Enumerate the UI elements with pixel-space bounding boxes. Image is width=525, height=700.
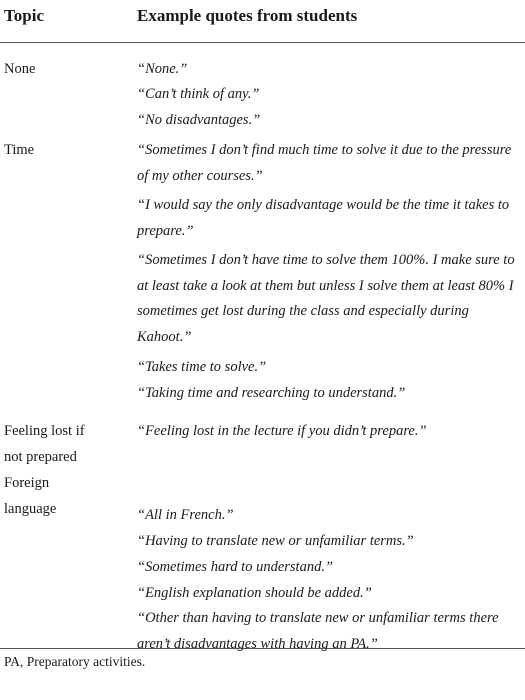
quote-time-2: “I would say the only disadvantage would be the time it takes to prepare.” (137, 197, 510, 239)
header-quotes: Example quotes from students (137, 6, 358, 25)
quote-foreign-3: “Sometimes hard to understand.” (137, 559, 334, 575)
topic-foreign-line2: language (4, 501, 57, 517)
quote-foreign-1: “All in French.” (137, 507, 234, 523)
quote-foreign-4: “English explanation should be added.” (137, 585, 372, 601)
quote-time-5: “Taking time and researching to understand.” (137, 385, 406, 401)
table-footnote: PA, Preparatory activities. (4, 654, 146, 669)
table-body (0, 43, 525, 652)
quote-none-1: “None.” (137, 61, 188, 77)
quote-time-1: “Sometimes I don’t find much time to solve it due to the pressure of my other courses.” (137, 142, 512, 184)
quote-foreign-2: “Having to translate new or unfamiliar terms.” (137, 533, 414, 549)
topic-time: Time (4, 142, 35, 158)
quote-time-4: “Takes time to solve.” (137, 359, 267, 375)
topic-none: None (4, 61, 36, 77)
topic-feeling-lost-line2: not prepared (4, 449, 77, 465)
quote-time-3: “Sometimes I don’t have time to solve them 100%. I make sure to at least take a look at them but unless I solve them at least 80% I sometimes get lost during the class and especially during Kahoot.” (137, 252, 515, 345)
topic-feeling-lost-line1: Feeling lost if (4, 423, 85, 439)
table-header (0, 0, 525, 43)
topic-foreign-line1: Foreign (4, 475, 50, 491)
quote-none-2: “Can’t think of any.” (137, 86, 260, 102)
quote-none-3: “No disadvantages.” (137, 112, 261, 128)
quote-feeling-lost-1: “Feeling lost in the lecture if you didn’t prepare.” (137, 423, 427, 439)
header-topic: Topic (4, 6, 45, 25)
quote-foreign-5: “Other than having to translate new or unfamiliar terms there aren’t disadvantages with having an PA.” (137, 610, 499, 652)
